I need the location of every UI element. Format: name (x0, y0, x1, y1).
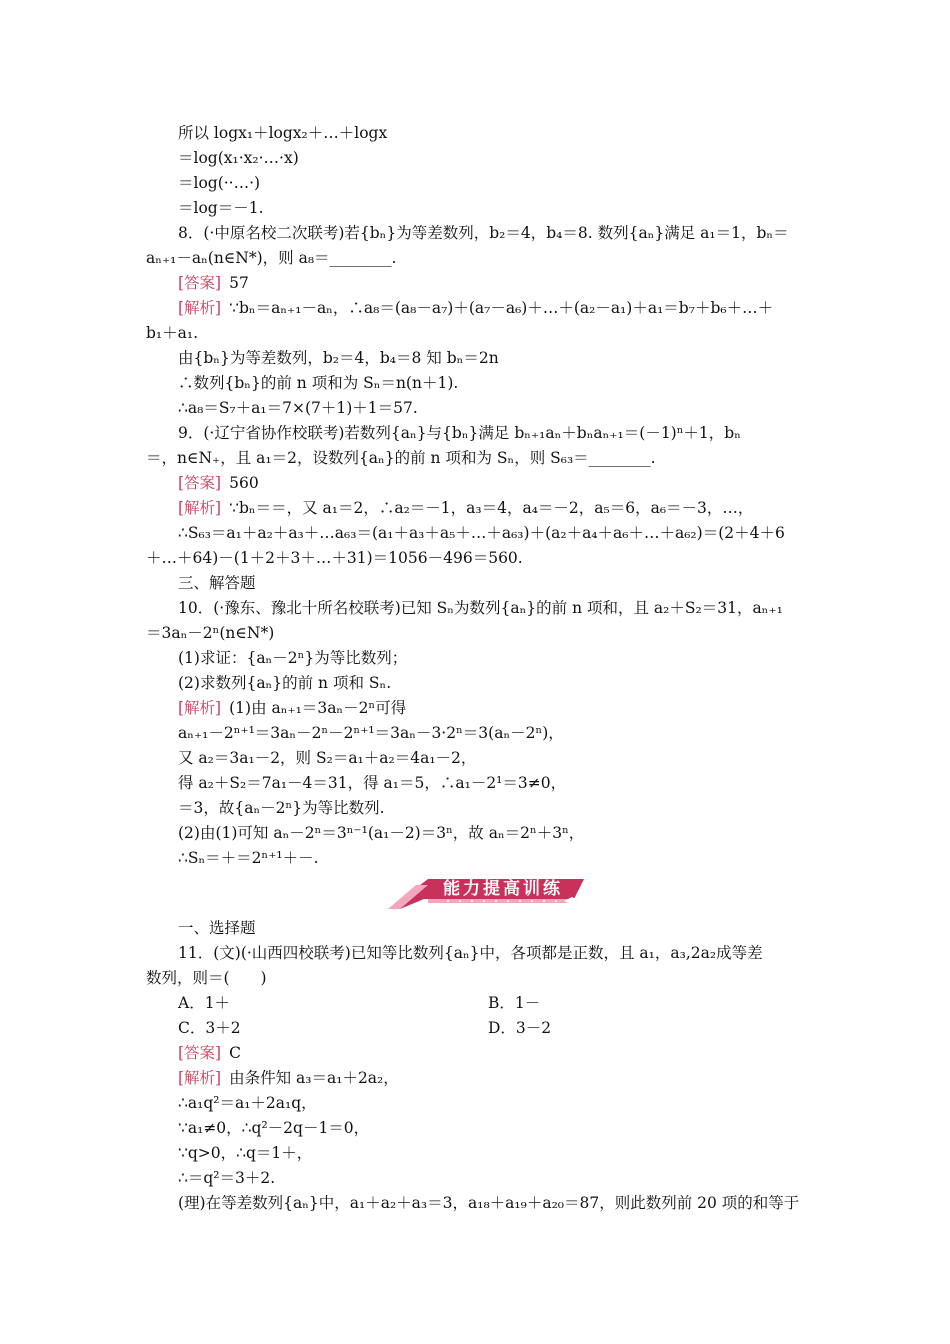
text-line: (理)在等差数列{aₙ}中，a₁＋a₂＋a₃＝3，a₁₈＋a₁₉＋a₂₀＝87，则此数列前 20 项的和等于 (178, 1194, 800, 1212)
option-a: A．1＋ (178, 994, 231, 1012)
answer-tag: [答案] (178, 1044, 222, 1062)
question-9: 9．(·辽宁省协作校联考)若数列{aₙ}与{bₙ}满足 bₙ₊₁aₙ＋bₙaₙ₊₁＝(－1)ⁿ＋1，bₙ (178, 424, 741, 442)
analysis-line (178, 697, 406, 719)
analysis-line (178, 297, 773, 319)
text-line: ＝3aₙ－2ⁿ(n∈N*) (146, 624, 275, 642)
analysis-tag: [解析] (178, 299, 222, 317)
answer-value: C (229, 1044, 241, 1062)
text-line: 又 a₂＝3a₁－2，则 S₂＝a₁＋a₂＝4a₁－2， (178, 749, 477, 767)
banner-title: 能力提高训练 (443, 879, 563, 899)
text-line: aₙ₊₁－aₙ(n∈N*)，则 a₈＝________. (146, 249, 397, 267)
answer-value: 560 (229, 474, 259, 492)
text-line: (2)求数列{aₙ}的前 n 项和 Sₙ. (178, 674, 392, 692)
text-line: ＝，n∈N₊，且 a₁＝2，设数列{aₙ}的前 n 项和为 Sₙ，则 S₆₃＝________. (146, 449, 656, 467)
text-line: ∵a₁≠0，∴q²－2q－1＝0， (178, 1119, 370, 1137)
text-line: 数列，则＝( ) (146, 969, 267, 987)
text-line: ∴数列{bₙ}的前 n 项和为 Sₙ＝n(n＋1). (178, 374, 459, 392)
question-11: 11．(文)(·山西四校联考)已知等比数列{aₙ}中，各项都是正数，且 a₁，a₃,2a₂成等差 (178, 944, 763, 962)
text-line: b₁＋a₁. (146, 324, 199, 342)
text-line: (2)由(1)可知 aₙ－2ⁿ＝3ⁿ⁻¹(a₁－2)＝3ⁿ，故 aₙ＝2ⁿ＋3ⁿ， (178, 824, 585, 842)
text-line: 所以 logx₁＋logx₂＋…＋logx (178, 124, 388, 142)
text-line: (1)求证：{aₙ－2ⁿ}为等比数列； (178, 649, 408, 667)
text-line: ＝3，故{aₙ－2ⁿ}为等比数列. (178, 799, 385, 817)
analysis-line (178, 1067, 399, 1089)
question-10: 10．(·豫东、豫北十所名校联考)已知 Sₙ为数列{aₙ}的前 n 项和，且 a₂＋S₂＝31，aₙ₊₁ (178, 599, 783, 617)
answer-line (178, 472, 259, 494)
analysis-tag: [解析] (178, 1069, 222, 1087)
analysis-text: 由条件知 a₃＝a₁＋2a₂， (229, 1069, 399, 1087)
answer-tag: [答案] (178, 274, 222, 292)
analysis-text: ∵bₙ＝＝，又 a₁＝2，∴a₂＝－1，a₃＝4，a₄＝－2，a₅＝6，a₆＝－3，…， (229, 499, 754, 517)
text-line: 由{bₙ}为等差数列，b₂＝4，b₄＝8 知 bₙ＝2n (178, 349, 499, 367)
option-d: D．3－2 (488, 1019, 552, 1037)
text-line: ∴a₁q²＝a₁＋2a₁q， (178, 1094, 317, 1112)
analysis-text: (1)由 aₙ₊₁＝3aₙ－2ⁿ可得 (229, 699, 407, 717)
answer-line (178, 272, 249, 294)
text-line: ∴S₆₃＝a₁＋a₂＋a₃＋…a₆₃＝(a₁＋a₃＋a₅＋…＋a₆₃)＋(a₂＋a₄＋a₆＋…＋a₆₂)＝(2＋4＋6 (178, 524, 785, 542)
text-line: ＝log＝－1. (178, 199, 264, 217)
text-line: ∴a₈＝S₇＋a₁＝7×(7＋1)＋1＝57. (178, 399, 418, 417)
section-heading: 三、解答题 (178, 574, 256, 592)
text-line: 得 a₂＋S₂＝7a₁－4＝31，得 a₁＝5，∴a₁－2¹＝3≠0， (178, 774, 567, 792)
text-line: aₙ₊₁－2ⁿ⁺¹＝3aₙ－2ⁿ－2ⁿ⁺¹＝3aₙ－3·2ⁿ＝3(aₙ－2ⁿ)， (178, 724, 564, 742)
text-line: ∵q>0，∴q＝1＋， (178, 1144, 313, 1162)
analysis-tag: [解析] (178, 499, 222, 517)
text-line: ＝log(x₁·x₂·…·x) (178, 149, 299, 167)
text-line: ∴＝q²＝3＋2. (178, 1169, 276, 1187)
question-8: 8．(·中原名校二次联考)若{bₙ}为等差数列，b₂＝4，b₄＝8. 数列{aₙ}满足 a₁＝1，bₙ＝ (178, 224, 789, 242)
text-line: ＋…＋64)－(1＋2＋3＋…＋31)＝1056－496＝560. (146, 549, 523, 567)
section-banner (388, 875, 596, 909)
answer-line (178, 1042, 241, 1064)
section-heading: 一、选择题 (178, 919, 256, 937)
answer-value: 57 (229, 274, 249, 292)
analysis-line (178, 497, 753, 519)
option-b: B．1－ (488, 994, 541, 1012)
option-c: C．3＋2 (178, 1019, 241, 1037)
text-line: ∴Sₙ＝＋＝2ⁿ⁺¹＋－. (178, 849, 319, 867)
analysis-text: ∵bₙ＝aₙ₊₁－aₙ，∴a₈＝(a₈－a₇)＋(a₇－a₆)＋…＋(a₂－a₁)＋a₁＝b₇＋b₆＋…＋ (229, 299, 774, 317)
analysis-tag: [解析] (178, 699, 222, 717)
answer-tag: [答案] (178, 474, 222, 492)
text-line: ＝log(··…·) (178, 174, 261, 192)
